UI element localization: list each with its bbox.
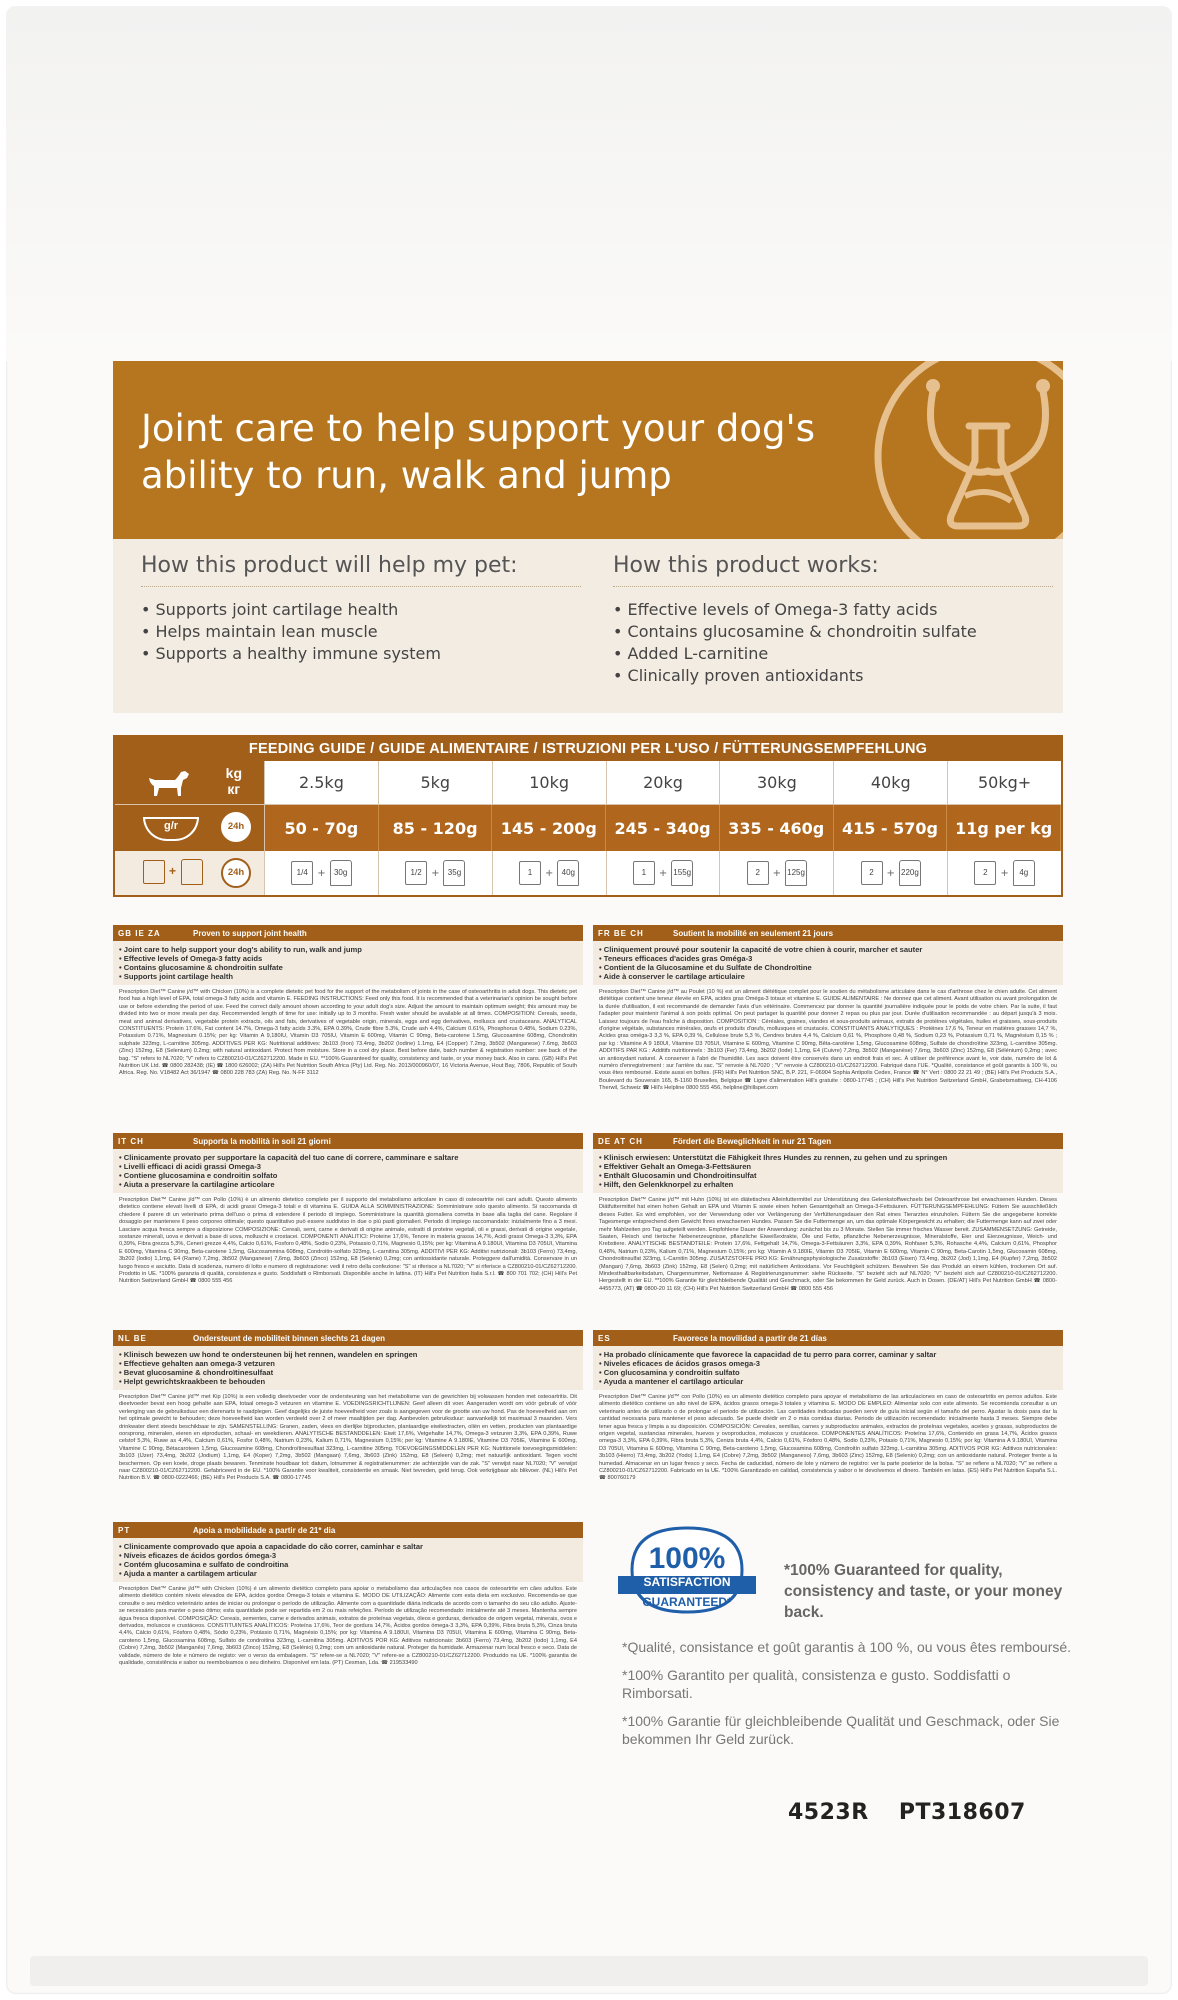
bag-icon [181,859,203,885]
language-block-de [593,1133,1063,1297]
language-block-pt [113,1522,583,1671]
bag-top-seal-area [6,6,1172,361]
bag-icon: 40g [557,860,579,886]
clock-24h-icon: 24h [221,858,251,888]
bullet-item: • Contains glucosamine & chondroitin sulfate [119,963,577,972]
plus-icon: + [544,867,554,879]
plus-icon: + [658,867,668,879]
can-icon [143,860,165,884]
unit-kg: kg [225,765,242,781]
amount-cell: 50 - 70g [265,805,379,851]
benefit-item: • Contains glucosamine & chondroitin sulfate [613,622,977,641]
bag-icon: 35g [443,860,465,886]
bullet-item: • Klinisch erwiesen: Unterstützt die Fähigkeit Ihres Hundes zu rennen, zu gehen und zu springen [599,1153,1057,1162]
feeding-row-mixed [115,851,1061,895]
benefits-right-heading: How this product works: [613,553,1053,587]
feeding-row-weights [115,761,1061,805]
bag-bottom-seal [30,1956,1148,1986]
language-bullets [593,1149,1063,1193]
bullet-item: • Effectieve gehalten aan omega-3 vetzuren [119,1359,577,1368]
guarantee-italian: *100% Garantito per qualità, consistenza e gusto. Soddisfatti o Rimborsati. [622,1667,1011,1701]
language-bullets [593,1346,1063,1390]
clock-24h-icon: 24h [221,812,251,842]
benefit-item: • Clinically proven antioxidants [613,666,864,685]
plus-icon: + [431,867,440,879]
hero-title-line-1: Joint care to help support your dog's [141,407,815,450]
language-bullets [593,941,1063,985]
bag-icon: 125g [785,860,807,886]
language-header [113,1133,583,1149]
mixed-cell [720,851,834,895]
can-icon: 1 [519,861,541,885]
product-code-1: 4523R [788,1800,869,1825]
bullet-item: • Teneurs efficaces d'acides gras Oméga-3 [599,954,1057,963]
plus-icon: + [772,867,782,879]
language-header [593,925,1063,941]
benefits-left-column [141,553,581,665]
hero-title-line-2: ability to run, walk and jump [141,454,672,497]
bullet-item: • Niveles eficaces de ácidos grasos omega-3 [599,1359,1057,1368]
weight-cell: 20kg [607,761,721,804]
feeding-weight-label [115,761,265,804]
seal-percent: 100% [648,1542,726,1575]
benefits-right-column [613,553,1053,687]
bullet-item: • Contém glucosamina e sulfato de condroitina [119,1560,577,1569]
hero-title [141,405,841,499]
guarantee-translations [622,1638,1072,1758]
language-body-text: Prescription Diet™ Canine j/d™ con Pollo (10%) è un alimento dietetico completo per il supporto del metabolismo articolare in caso di osteoartrite nei cani adulti. Questo alimento dietetico contiene elevati livelli di EPA, di acidi grassi Omega-3 totali e di vitamina E. GUIDA ALLA SOMMINISTRAZIONE: Somministrare solo questo alimento. Si raccomanda di chiedere il parere di un veterinario prima dell'uso o prima di estendere il periodo di impiego. Somministrare la quantità giornaliera corretta in base alla taglia del cane. Regolare il dosaggio per mantenere il peso corporeo ottimale; questo quantitativo può essere suddiviso in due o più pasti giornalieri. Periodo di impiego raccomandato: inizialmente fino a 3 mesi. Lasciare acqua fresca sempre a disposizione COMPOSIZIONE: Cereali, semi, carne e derivati di origine animale, estratti di proteine vegetali, oli e grassi, derivati di origine vegetale, sostanze minerali, uova e derivati a base di uova, molluschi e crostacei. COMPONENTI ANALITICI: Proteine 17,6%, Tenore in materia grassa 14,7%, Acidi grassi Omega-3 3,3%, EPA 0,39%, Fibra grezza 5,3%, Ceneri grezze 4,4%, Calcio 0,61%, Fosforo 0,48%, Sodio 0,23%, Potassio 0,71%, Magnesio 0,15%; per kg: Vitamina A 9.180UI, Vitamina D3 705UI, Vitamina E 600mg, Vitamina C 90mg, Beta-carotene 1,5mg, Glucosammina 608mg, Condroitin-solfato 323mg, L-carnitina 305mg. ADDITIVI PER KG: Additivi nutrizionali: 3b103 (Ferro) 73,4mg, 3b202 (Iodio) 1,1mg, E4 (Rame) 7,2mg, 3b502 (Manganese) 7,6mg, 3b603 (Zinco) 152mg, E8 (Selenio) 0,2mg; con antiossidante naturale. Proteggere dall'umidità. Conservare in un luogo fresco e asciutto. Data di scadenza, numero di lotto e numero di registrazione: vedi il retro della confezione: "S" si riferisce a NL7020; "V" si riferisce a CZ800210-01/CZ62712200. Prodotto in UE. *100% garanzia di qualità, consistenza e gusto. Soddisfatti o Rimborsati. Disponibile anche in lattina. (IT) Hill's Pet Nutrition Italia S.r.l. ☎ 800 701 702; (CH) Hill's Pet Nutrition Switzerland GmbH ☎ 0800 555 456 [119,1197,577,1285]
language-body-text: Prescription Diet™ Canine j/d™ con Pollo (10%) es un alimento dietético completo para apoyar el metabolismo de las articulaciones en caso de osteoartritis en perros adultos. Este alimento dietético contiene un alto nivel de EPA, ácidos grasos omega-3 totales y vitamina E. MODO DE EMPLEO: Alimentar solo con este alimento. Se recomienda consultar a un veterinario antes de utilizarlo o de prolongar el periodo de utilización. Las cantidades indicadas pueden servir de guía inicial según el tamaño del perro. Ajustar la dosis para dar la cantidad necesaria para mantener el peso adecuado. Se puede dividir en 2 o más comidas diarias. Periodo de utilización recomendado: inicialmente hasta 3 meses. Siempre debe tener agua fresca y limpia a su disposición. COMPOSICIÓN: Cereales, semillas, carnes y subproductos animales, extractos de proteínas vegetales, aceites y grasas, subproductos de origen vegetal, sustancias minerales, huevos y ovoproductos, moluscos y crustáceos. COMPONENTES ANALÍTICOS: Proteína 17,6%, Contenido en grasa 14,7%, Ácidos grasos omega-3 3,3%, EPA 0,39%, Fibra bruta 5,3%, Ceniza bruta 4,4%, Calcio 0,61%, Fósforo 0,48%, Sodio 0,23%, Potasio 0,71%, Magnesio 0,15%; por kg: Vitamina A 9.180UI, Vitamina D3 705UI, Vitamina E 600mg, Vitamina C 90mg, Beta-caroteno 1,5mg, Glucosamina 608mg, Condroitín sulfato 323mg, L-carnitina 305mg. ADITIVOS POR KG: Aditivos nutricionales: 3b103 (Hierro) 73,4mg, 3b202 (Yodo) 1,1mg, E4 (Cobre) 7,2mg, 3b502 (Manganeso) 7,6mg, 3b603 (Zinc) 152mg, E8 (Selenio) 0,2mg; con un antioxidante natural. Proteger frente a la humedad. Almacenar en un lugar fresco y seco. Fecha de caducidad, número de lote y número de registro: ver la parte posterior de la bolsa. "S" se refiere a NL7020; "V" se refiere a CZ800210-01/CZ62712200. Fabricado en la UE. *100% Garantizado en calidad, consistencia y sabor o te devolvemos el dinero. También en latas. (ES) Hill's Pet Nutrition España S.L. ☎ 800760179 [599,1394,1057,1482]
bullet-item: • Ajuda a manter a cartilagem articular [119,1569,577,1578]
bullet-item: • Clinicamente comprovado que apoia a capacidade do cão correr, caminhar e saltar [119,1542,577,1551]
language-body-text: Prescription Diet™ Canine j/d™ mit Huhn (10%) ist ein diätetisches Alleinfuttermittel zur Unterstützung des Gelenkstoffwechsels bei Osteoarthrose bei erwachsenen Hunden. Dieses Diätfuttermittel hat einen hohen Gehalt an EPA und Vitamin E sowie einen hohen Gesamtgehalt an Omega-3-Fettsäuren. FÜTTERUNGSEMPFEHLUNG: Füttern Sie ausschließlich dieses Futter. Es wird empfohlen, vor der Verwendung oder vor Verlängerung der Verfütterungsdauer den Rat eines Tierarztes einzuholen. Füttern Sie die angegebene korrekte Tagesmenge entsprechend dem Gewicht Ihres erwachsenen Hundes. Passen Sie die Futtermenge an, um das optimale Körpergewicht zu erhalten; die Futtermenge kann auf zwei oder mehr Mahlzeiten pro Tag aufgeteilt werden. Empfohlene Dauer der Anwendung: zunächst bis zu 3 Monate. Stellen Sie immer frisches Wasser bereit. ZUSAMMENSETZUNG: Getreide, Saaten, Fleisch und tierische Nebenerzeugnisse, pflanzliche Eiweißextrakte, Öle und Fette, pflanzliche Nebenerzeugnisse, Mineralstoffe, Eier und Eierzeugnisse, Weich- und Krebstiere. ANALYTISCHE BESTANDTEILE: Protein 17,6%, Fettgehalt 14,7%, Omega-3-Fettsäuren 3,3%, EPA 0,39%, Rohfaser 5,3%, Rohasche 4,4%, Calcium 0,61%, Phosphor 0,48%, Natrium 0,23%, Kalium 0,71%, Magnesium 0,15%; pro kg: Vitamin A 9.180IE, Vitamin D3 705IE, Vitamin E 600mg, Vitamin C 90mg, Beta-Carotin 1,5mg, Glucosamin 608mg, Chondroitinsulfat 323mg, L-Carnitin 305mg. ZUSATZSTOFFE PRO KG: Ernährungsphysiologische Zusatzstoffe: 3b103 (Eisen) 73,4mg, 3b202 (Jod) 1,1mg, E4 (Kupfer) 7,2mg, 3b502 (Mangan) 7,6mg, 3b603 (Zink) 152mg, E8 (Selen) 0,2mg; mit natürlichem Antioxidans. Vor Feuchtigkeit schützen. Bewahren Sie das Produkt an einem kühlen, trockenen Ort auf. Mindesthaltbarkeitsdatum, Chargennummer, Nettomasse & Registrierungsnummer: siehe Rückseite. "S" bezieht sich auf NL7020; "V" bezieht sich auf CZ800210-01/CZ62712200. Hergestellt in der EU. **100% Garantie für gleichbleibende Qualität und Geschmack, oder Sie bekommen Ihr Geld zurück. Auch in Dosen. (DE/AT) Hill's Pet Nutrition GmbH ☎ 0800-4455773, (AT) ☎ 0800-20 11 69; (CH) Hill's Pet Nutrition Switzerland GmbH ☎ 0800 555 456 [599,1197,1057,1292]
amount-cell: 335 - 460g [720,805,834,851]
language-block-nl [113,1330,583,1487]
mixed-cell [948,851,1061,895]
bullet-item: • Contient de la Glucosamine et du Sulfate de Chondroïtine [599,963,1057,972]
weight-cell: 5kg [379,761,493,804]
language-header [113,1522,583,1538]
plus-icon: + [317,867,326,879]
weight-unit [226,765,242,797]
language-codes: NL BE [118,1333,147,1343]
bullet-item: • Cliniquement prouvé pour soutenir la capacité de votre chien à courir, marcher et sauter [599,945,1057,954]
language-header [593,1330,1063,1346]
bag-icon: 220g [899,860,921,886]
language-block-es [593,1330,1063,1487]
language-block-it [113,1133,583,1290]
bag-icon: 30g [330,860,352,886]
language-header [593,1133,1063,1149]
plus-icon: + [1000,867,1009,879]
plus-icon: + [169,864,177,878]
language-title: Soutient la mobilité en seulement 21 jours [673,928,834,938]
bullet-item: • Ayuda a mantener el cartílago articular [599,1377,1057,1386]
language-codes: FR BE CH [598,928,644,938]
language-bullets [113,1346,583,1390]
language-title: Proven to support joint health [193,928,307,938]
bullet-item: • Effective levels of Omega-3 fatty acids [119,954,577,963]
unit-kr: кг [227,781,241,797]
benefit-item: • Supports joint cartilage health [141,600,399,619]
bullet-item: • Joint care to help support your dog's ability to run, walk and jump [119,945,577,954]
mixed-cell [265,851,379,895]
bullet-item: • Livelli efficaci di acidi grassi Omega-3 [119,1162,577,1171]
feeding-dry-label [115,805,265,851]
bullet-item: • Contiene glucosamina e condroitin solfato [119,1171,577,1180]
benefit-item: • Supports a healthy immune system [141,644,441,663]
benefit-item: • Effective levels of Omega-3 fatty acids [613,600,938,619]
plus-icon: + [886,867,895,879]
benefit-item: • Helps maintain lean muscle [141,622,378,641]
benefits-right-list [613,599,1053,687]
benefit-item: • Added L-carnitine [613,644,769,663]
language-bullets [113,941,583,985]
bullet-item: • Bevat glucosamine & chondroïtinesulfaat [119,1368,577,1377]
language-codes: IT CH [118,1136,144,1146]
feeding-mixed-label [115,851,265,895]
bowl-icon: g/r [143,817,199,841]
mixed-cell [607,851,721,895]
bag-icon: 155g [671,860,693,886]
language-codes: GB IE ZA [118,928,161,938]
seal-line-2: GUARANTEED* [642,1595,732,1609]
benefits-left-list [141,599,581,665]
language-codes: DE AT CH [598,1136,643,1146]
language-bullets [113,1538,583,1582]
language-title: Apoia a mobilidade a partir de 21* dia [193,1525,336,1535]
language-header [113,1330,583,1346]
language-body-text: Prescription Diet™ Canine j/d™ with Chicken (10%) is a complete dietetic pet food for the support of the metabolism of joints in the case of osteoarthritis in adult dogs. This dietetic pet food has a high level of EPA, total omega-3 fatty acids and vitamin E. FEEDING INSTRUCTIONS: Feed only this food. It is recommended that a veterinarian's opinion be sought before use or before extending the period of use. Feed the correct daily amount shown according to your adult dog's size. Adjust the amount to maintain optimum weight; this amount may be divided into two or more meals per day. Recommended length of time for use: initially up to 3 months. Fresh water should be available at all times. COMPOSITION: Cereals, seeds, meat and animal derivatives, vegetable protein extracts, oils and fats, derivatives of vegetable origin, minerals, eggs and egg derivatives, molluscs and crustaceans. ANALYTICAL CONSTITUENTS: Protein 17.6%, Fat content 14.7%, Omega-3 fatty acids 3.3%, EPA 0.39%, Crude fibre 5.3%, Crude ash 4.4%, Calcium 0.61%, Phosphorus 0.48%, Sodium 0.23%, Potassium 0.71%, Magnesium 0.15%; per kg: Vitamin A 9,180IU, Vitamin D3 705IU, Vitamin E 600mg, Vitamin C 90mg, Beta-carotene 1.5mg, Glucosamine 608mg, Chondroitin sulphate 323mg, L-carnitine 305mg. ADDITIVES PER KG: Nutritional additives: 3b103 (Iron) 73.4mg, 3b202 (Iodine) 1.1mg, E4 (Copper) 7.2mg, 3b502 (Manganese) 7.6mg, 3b603 (Zinc) 152mg, E8 (Selenium) 0.2mg; with natural antioxidant. Protect from moisture. Store in a cool dry place. Best before date, batch number & registration number: see back of the bag. "S" refers to NL7020; "V" refers to CZ800210-01/CZ62712200. Made in EU. **100% Guaranteed for quality, consistency and taste, or your money back. Also in cans. (GB) Hill's Pet Nutrition UK Ltd. ☎ 0800 282438; (IE) ☎ 1800 626002; (ZA) Hill's Pet Nutrition South Africa (Pty) Ltd. Reg. No. 2013/000960/07, 16 Victoria Avenue, Hout Bay, 7806, Republic of South Africa. Reg. No. V18482 Act 36/1947 ☎ 0800 228 783 (ZA) Reg. No. N-FF 3112 [119,989,577,1077]
bullet-item: • Clinicamente provato per supportare la capacità del tuo cane di correre, camminare e saltare [119,1153,577,1162]
can-icon: 2 [747,861,769,885]
mixed-cell [834,851,948,895]
language-title: Supporta la mobilità in soli 21 giorni [193,1136,331,1146]
amount-cell: 245 - 340g [606,805,720,851]
satisfaction-seal-icon [612,1520,762,1620]
product-code-2: PT318607 [898,1800,1026,1825]
bag-icon: 4g [1013,860,1035,886]
dog-icon [145,768,193,798]
stethoscope-flask-icon [863,361,1063,539]
bullet-item: • Helpt gewrichtskraakbeen te behouden [119,1377,577,1386]
can-icon: 1 [633,861,655,885]
guarantee-english: *100% Guaranteed for quality, consistency and taste, or your money back. [784,1562,1063,1621]
weight-cell: 10kg [493,761,607,804]
amount-cell: 11g per kg [947,805,1061,851]
bullet-item: • Klinisch bewezen uw hond te ondersteunen bij het rennen, wandelen en springen [119,1350,577,1359]
weight-cell: 2.5kg [265,761,379,804]
amount-cell: 145 - 200g [492,805,606,851]
guarantee-german: *100% Garantie für gleichbleibende Qualität und Geschmack, oder Sie bekommen Ihr Geld zurück. [622,1713,1060,1747]
bullet-item: • Supports joint cartilage health [119,972,577,981]
language-title: Fördert die Beweglichkeit in nur 21 Tagen [673,1136,832,1146]
weight-cell: 30kg [720,761,834,804]
product-codes [788,1800,1026,1825]
bullet-item: • Hilft, den Gelenkknorpel zu erhalten [599,1180,1057,1189]
language-body-text: Prescription Diet™ Canine j/d™ au Poulet (10 %) est un aliment diététique complet pour le soutien du métabolisme articulaire dans le cas d'arthrose chez le chien adulte. Cet aliment diététique contient une teneur élevée en EPA, acides gras Oméga-3 totaux et vitamine E. GUIDE ALIMENTAIRE : Ne donnez que cet aliment. Avant utilisation ou avant prolongation de la durée d'utilisation, il est recommandé de demander l'avis d'un vétérinaire. Commencez par donner la quantité journalière indiquée pour le poids de votre chien. Par la suite, il faut l'adapter pour maintenir l'animal à son poids optimal. On peut partager la quantité pour donner 2 repas ou plus par jour. Durée d'utilisation recommandée : au départ jusqu'à 3 mois. Laissez toujours de l'eau fraîche à disposition. COMPOSITION : Céréales, graines, viandes et sous-produits animaux, extraits de protéines végétales, huiles et graisses, sous-produits d'origine végétale, substances minérales, œufs et produits d'œufs, mollusques et crustacés. CONSTITUANTS ANALYTIQUES : Protéines 17,6 %, Teneur en matières grasses 14,7 %, Acides gras oméga-3 3,3 %, EPA 0,39 %, Cellulose brute 5,3 %, Cendres brutes 4,4 %, Calcium 0,61 %, Phosphore 0,48 %, Sodium 0,23 %, Potassium 0,71 %, Magnésium 0,15 % ; par kg : Vitamine A 9 180UI, Vitamine D3 705UI, Vitamine E 600mg, Vitamine C 90mg, Bêta-carotène 1,5mg, Glucosamine 608mg, Sulfate de chondroïtine 323mg, L-carnitine 305mg. ADDITIFS PAR KG : Additifs nutritionnels : 3b103 (Fer) 73,4mg, 3b202 (Iode) 1,1mg, E4 (Cuivre) 7,2mg, 3b502 (Manganèse) 7,6mg, 3b603 (Zinc) 152mg, E8 (Sélénium) 0,2mg ; avec un antioxydant naturel. À conserver à l'abri de l'humidité. Les sacs doivent être conservés dans un endroit frais et sec. À utiliser de préférence avant le, voir date, numéro de lot & numéro d'enregistrement : sur l'arrière du sac. "S" renvoie à NL7020 ; "V" renvoie à CZ800210-01/CZ62712200. Fabriqué dans l'UE. *Qualité, consistance et goût garantis à 100 %, ou vous êtes remboursé. Existe aussi en boîtes. (FR) Hill's Pet Nutrition SNC, B.P. 221, F-06904 Sophia Antipolis Cedex, France ☎ N° Vert : 0800 22 21 49 ; (BE) Hill's Pet Products S.A., Boulevard du Souverain 165, B-1160 Bruxelles, Belgique ☎ Ligne d'alimentation Hill's gratuite : 0800-17745 ; (CH) Hill's Pet Nutrition Switzerland GmbH, Grabetsmattweg, CH-4106 Therwil, Schweiz ☎ Hill's Helpline 0800 555 456, helpline@hillspet.com [599,989,1057,1092]
language-bullets [113,1149,583,1193]
language-block-en [113,925,583,1082]
can-icon: 2 [974,861,996,885]
can-icon: 1/2 [405,861,427,885]
seal-line-1: SATISFACTION [643,1575,731,1589]
benefits-left-heading: How this product will help my pet: [141,553,581,587]
guarantee-section [612,1520,1072,1747]
bullet-item: • Aide à conserver le cartilage articulaire [599,972,1057,981]
language-block-fr [593,925,1063,1097]
can-icon: 1/4 [291,861,313,885]
language-body-text: Prescription Diet™ Canine j/d™ met Kip (10%) is een volledig dieetvoeder voor de ondersteuning van het metabolisme van de gewrichten bij volwassen honden met osteoartritis. Dit dieetvoeder bevat een hoog gehalte aan EPA, totaal omega-3 vetzuren en vitamine E. VOEDINGSRICHTLIJNEN: Geef alleen dit voer. Aangeraden wordt om vóór gebruik of vóór verlenging van de gebruiksduur een dierenarts te raadplegen. Geef dagelijks de juiste hoeveelheid voer zoals is aangegeven voor de grootte van uw hond. Pas de hoeveelheid aan om het optimale gewicht te behouden; deze hoeveelheid kan worden verdeeld over 2 of meer maaltijden per dag. Aanbevolen gebruiksduur: aanvankelijk tot maximaal 3 maanden. Vers drinkwater dient steeds beschikbaar te zijn. SAMENSTELLING: Granen, zaden, vlees en dierlijke bijproducten, plantaardige eiwitextracten, oliën en vetten, producten van plantaardige oorsprong, mineralen, eieren en eiproducten, schaal- en weekdieren. ANALYTISCHE BESTANDDELEN: Eiwit 17,6%, Vetgehalte 14,7%, Omega-3 vetzuren 3,3%, EPA 0,39%, Ruwe celstof 5,3%, Ruwe as 4,4%, Calcium 0,61%, Fosfor 0,48%, Natrium 0,23%, Kalium 0,71%, Magnesium 0,15%; per kg: Vitamine A 9.180IE, Vitamine D3 705IE, Vitamine E 600mg, Vitamine C 90mg, Bètacaroteen 1,5mg, Glucosamine 608mg, Chondroïtinesulfaat 323mg, L-carnitine 305mg. TOEVOEGINGSMIDDELEN PER KG: Nutritionele toevoegingsmiddelen: 3b103 (IJzer) 73,4mg, 3b202 (Jodium) 1,1mg, E4 (Koper) 7,2mg, 3b502 (Mangaan) 7,6mg, 3b603 (Zink) 152mg, E8 (Seleen) 0,2mg; met natuurlijk antioxidant. Tegen vocht beschermen. Op een koele, droge plaats bewaren. Tenminste houdbaar tot: datum, lotnummer & registratienummer: zie achterzijde van de zak. "S" verwijst naar NL7020; "V" verwijst naar CZ800210-01/CZ62712200. Gefabriceerd in de EU. *100% Garantie voor kwaliteit, consistentie en smaak. Niet tevreden, geld terug. Ook verkrijgbaar als blikvoer. (NL) Hill's Pet Nutrition B.V. ☎ 0800-0222466; (BE) Hill's Pet Products S.A. ☎ 0800-17745 [119,1394,577,1482]
benefits-panel [113,539,1063,713]
bullet-item: • Enthält Glucosamin und Chondroitinsulfat [599,1171,1057,1180]
language-title: Ondersteunt de mobiliteit binnen slechts 21 dagen [193,1333,386,1343]
bullet-item: • Effektiver Gehalt an Omega-3-Fettsäuren [599,1162,1057,1171]
amount-cell: 85 - 120g [379,805,493,851]
bullet-item: • Aiuta a preservare la cartilagine articolare [119,1180,577,1189]
language-codes: ES [598,1333,611,1343]
language-header [113,925,583,941]
weight-cell: 50kg+ [977,773,1032,792]
hero-banner [113,361,1063,539]
guarantee-french: *Qualité, consistance et goût garantis à 100 %, ou vous êtes remboursé. [622,1639,1072,1655]
language-codes: PT [118,1525,131,1535]
mixed-cell [379,851,493,895]
bullet-item: • Ha probado clínicamente que favorece la capacidad de tu perro para correr, caminar y saltar [599,1350,1057,1359]
bullet-item: • Níveis eficazes de ácidos gordos ómega-3 [119,1551,577,1560]
feeding-row-dry [115,805,1061,851]
feeding-guide-title: FEEDING GUIDE / GUIDE ALIMENTAIRE / ISTRUZIONI PER L'USO / FÜTTERUNGSEMPFEHLUNG [115,737,1061,761]
weight-cell: 40kg [834,761,948,804]
amount-cell: 415 - 570g [834,805,948,851]
language-title: Favorece la movilidad a partir de 21 días [673,1333,827,1343]
feeding-guide-table [113,735,1063,897]
bullet-item: • Con glucosamina y condroitín sulfato [599,1368,1057,1377]
mixed-cell [493,851,607,895]
language-body-text: Prescription Diet™ Canine j/d™ with Chicken (10%) é um alimento dietético completo para apoiar o metabolismo das articulações nos casos de osteoartrite em cães adultos. Este alimento dietético contém níveis elevados de EPA, ácidos gordos Ómega-3 totais e vitamina E. MODO DE UTILIZAÇÃO: Alimente com esta dieta em exclusivo. Recomenda-se que consulte o seu médico veterinário antes de iniciar ou prolongar o período de utilização. Alimente com a quantidade diária indicada de acordo com o tamanho do seu cão adulto. Ajuste-se necessário para manter o peso ótimo; esta quantidade pode ser repartida em 2 ou mais refeições. Período de utilização recomendado: inicialmente até 3 meses. Mantenha sempre água fresca disponível. COMPOSIÇÃO: Cereais, sementes, carne e derivados animais, extratos de proteínas vegetais, óleos e gorduras, derivados de origem vegetal, minerais, ovos e derivados, moluscos e crustáceos. CONSTITUINTES ANALÍTICOS: Proteína 17,6%, Teor de gordura 14,7%, Ácidos gordos ómega-3 3,3%, EPA 0,39%, Fibra bruta 5,3%, Cinza bruta 4,4%, Cálcio 0,61%, Fósforo 0,48%, Sódio 0,23%, Potássio 0,71%, Magnésio 0,15%; por kg: Vitamina A 9.180UI, Vitamina D3 705UI, Vitamina E 600mg, Vitamina C 90mg, Beta-caroteno 1,5mg, Glucosamina 608mg, Sulfato de condroitina 323mg, L-carnitina 305mg. ADITIVOS POR KG: Aditivos nutricionais: 3b603 (Ferro) 73,4mg, 3b202 (Iodo) 1,1mg, E4 (Cobre) 7,2mg, 3b502 (Manganês) 7,6mg, 3b603 (Zinco) 152mg, E8 (Selénio) 0,2mg; com um antioxidante natural. Proteger da humidade. Armazenar num local fresco e seco. Data de validade, número de lote e número de registo: ver o verso da embalagem. "S" refere-se a NL7020; "V" refere-se a CZ800210-01/CZ62712200. Produzido na UE. *100% garantia de qualidade, consistência e sabor ou reembolsamos o seu dinheiro. Disponível em lata. (PT) Cesman, Lda. ☎ 219533490 [119,1586,577,1667]
can-icon: 2 [861,861,883,885]
